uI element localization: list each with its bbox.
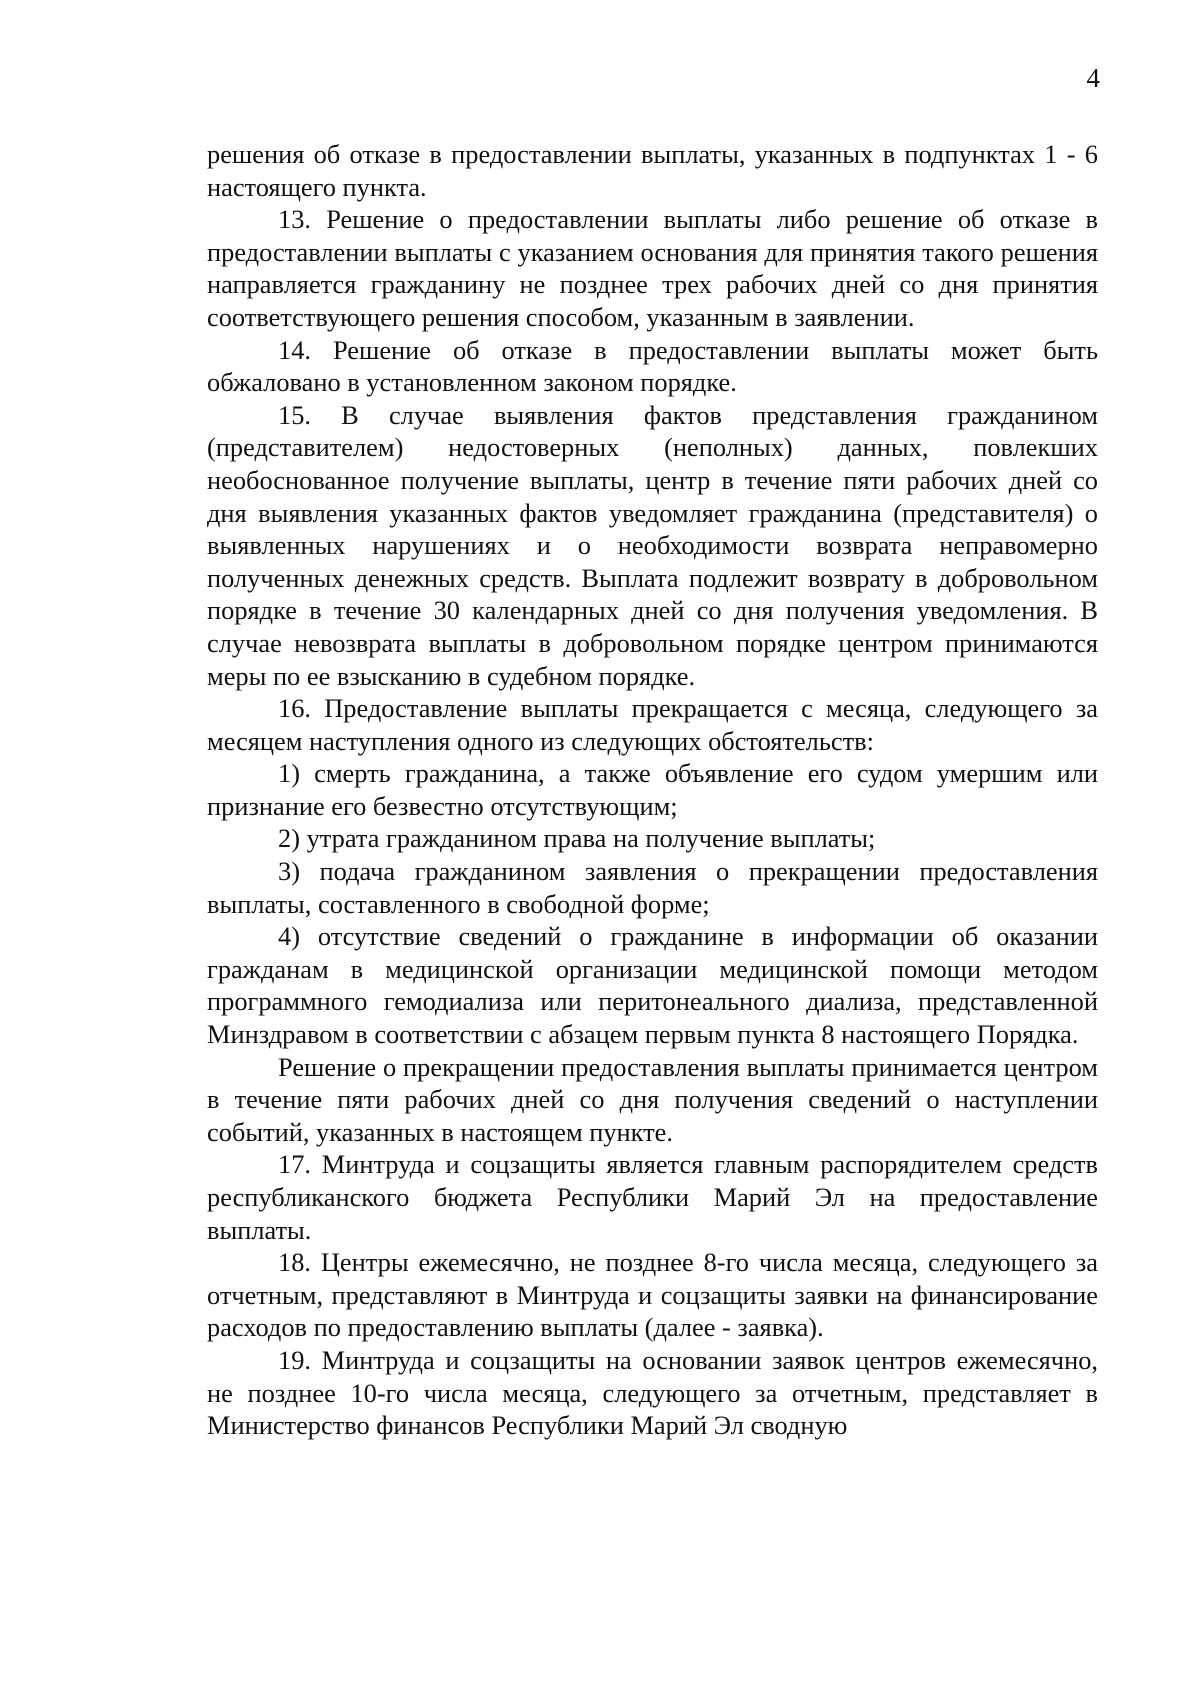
paragraph-16: 16. Предоставление выплаты прекращается с месяца, следующего за месяцем наступления одного из следующих обстоятельств: [207,693,1098,756]
paragraph-16-item-4: 4) отсутствие сведений о гражданине в информации об оказании гражданам в медицинской организации медицинской помощи методом программного гемодиализа или перитонеального диализа, представленной Минздравом в соответствии с абзацем первым пункта 8 настоящего Порядка. [207,921,1098,1050]
document-body [207,138,1098,1442]
paragraph-13: 13. Решение о предоставлении выплаты либо решение об отказе в предоставлении выплаты с указанием основания для принятия такого решения направляется гражданину не позднее трех рабочих дней со дня принятия соответствующего решения способом, указанным в заявлении. [207,204,1098,332]
paragraph-16-decision: Решение о прекращении предоставления выплаты принимается центром в течение пяти рабочих дней со дня получения сведений о наступлении событий, указанных в настоящем пункте. [207,1051,1098,1147]
paragraph-12-continuation: решения об отказе в предоставлении выплаты, указанных в подпунктах 1 - 6 настоящего пункта. [207,139,1098,202]
paragraph-17: 17. Минтруда и соцзащиты является главным распорядителем средств республиканского бюджета Республики Марий Эл на предоставление выплаты. [207,1149,1098,1245]
paragraph-14: 14. Решение об отказе в предоставлении выплаты может быть обжаловано в установленном законом порядке. [207,334,1098,398]
paragraph-18: 18. Центры ежемесячно, не позднее 8-го числа месяца, следующего за отчетным, представляют в Минтруда и соцзащиты заявки на финансирование расходов по предоставлению выплаты (далее - заявка). [207,1247,1098,1343]
page-number: 4 [1086,63,1100,93]
paragraph-16-item-1: 1) смерть гражданина, а также объявление его судом умершим или признание его безвестно отсутствующим; [207,758,1098,821]
paragraph-16-item-2: 2) утрата гражданином права на получение выплаты; [278,823,876,854]
paragraph-16-item-3: 3) подача гражданином заявления о прекращении предоставления выплаты, составленного в свободной форме; [207,856,1098,919]
paragraph-19: 19. Минтруда и соцзащиты на основании заявок центров ежемесячно, не позднее 10-го числа месяца, следующего за отчетным, представляет в Министерство финансов Республики Марий Эл сводную [207,1344,1098,1441]
paragraph-15: 15. В случае выявления фактов представления гражданином (представителем) недостоверных (неполных) данных, повлекших необоснованное получение выплаты, центр в течение пяти рабочих дней со дня выявления указанных фактов уведомляет гражданина (представителя) о выявленных нарушениях и о необходимости возврата неправомерно полученных денежных средств. Выплата подлежит возврату в добровольном порядке в течение 30 календарных дней со дня получения уведомления. В случае невозврата выплаты в добровольном порядке центром принимаются меры по ее взысканию в судебном порядке. [207,399,1098,691]
